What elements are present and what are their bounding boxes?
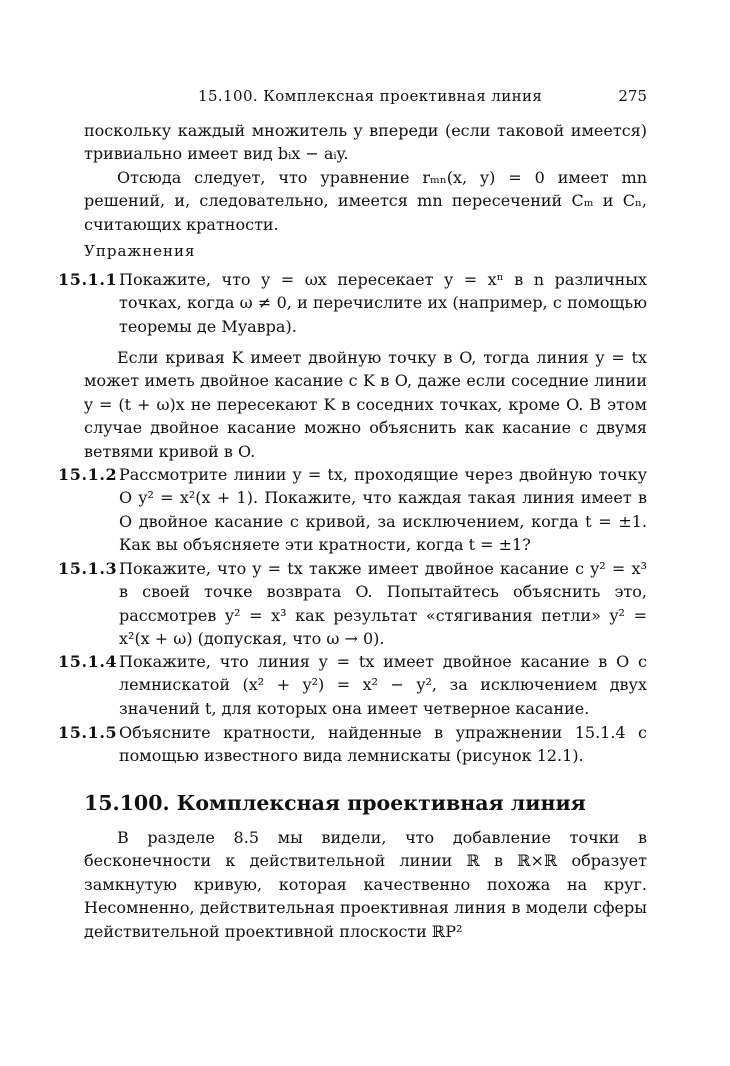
exercise-5 [58,721,647,768]
exercise-number: 15.1.1 [58,270,118,289]
exercise-text: Покажите, что линия y = tx имеет двойное касание в O с лемнискатой (x² + y²) = x² − y², за исключением двух значений t, для которых она имеет четверное касание. [119,652,647,718]
intro-paragraph-1: поскольку каждый множитель y впереди (если таковой имеется) тривиально имеет вид bᵢx − aᵢy. [84,121,647,164]
running-header [84,85,647,105]
exercise-note [84,346,647,463]
header-title: 15.100. Комплексная проективная линия [198,87,543,105]
intro-paragraph-2: Отсюда следует, что уравнение rₘₙ(x, y) = 0 имеет mn решений, и, следовательно, имеется mn пересечений Cₘ и Cₙ, считающих кратности. [84,167,647,234]
section-heading: 15.100. Комплексная проективная линия [84,791,586,815]
exercise-3 [58,557,647,651]
section-body [84,826,647,943]
note-paragraph: Если кривая K имеет двойную точку в O, тогда линия y = tx может иметь двойное касание с K в O, даже если соседние линии y = (t + ω)x не пересекают K в соседних точках, кроме O. В этом случае двойное касание можно объяснить как касание с двумя ветвями кривой в O. [84,348,647,461]
exercise-text: Рассмотрите линии y = tx, проходящие через двойную точку O y² = x²(x + 1). Покажите, что каждая такая линия имеет в O двойное касание с кривой, за исключением, когда t = ±1. Как вы объясняете эти кратности, когда t = ±1? [119,465,647,555]
exercise-2 [58,463,647,557]
exercise-number: 15.1.4 [58,652,118,671]
exercise-text: Покажите, что y = ωx пересекает y = xⁿ в n различных точках, когда ω ≠ 0, и перечислите их (например, с помощью теоремы де Муавра). [119,270,647,336]
exercises-heading: Упражнения [84,242,196,260]
exercise-number: 15.1.2 [58,465,118,484]
intro-block [84,119,647,236]
exercises-heading-block [84,240,647,263]
exercise-number: 15.1.3 [58,559,118,578]
exercise-number: 15.1.5 [58,723,118,742]
exercise-4 [58,650,647,720]
exercise-1 [58,268,647,338]
exercise-text: Объясните кратности, найденные в упражнении 15.1.4 с помощью известного вида лемнискаты (рисунок 12.1). [119,723,647,766]
page-number: 275 [618,87,647,105]
section-paragraph: В разделе 8.5 мы видели, что добавление точки в бесконечности к действительной линии ℝ в ℝ×ℝ образует замкнутую кривую, которая качественно похожа на круг. Несомненно, действительная проективная линия в модели сферы действительной проективной плоскости ℝP² [84,828,647,941]
section-heading-block [84,790,647,816]
exercise-text: Покажите, что y = tx также имеет двойное касание с y² = x³ в своей точке возврата O. Попытайтесь объяснить это, рассмотрев y² = x³ как результат «стягивания петли» y² = x²(x + ω) (допуская, что ω → 0). [119,559,647,649]
